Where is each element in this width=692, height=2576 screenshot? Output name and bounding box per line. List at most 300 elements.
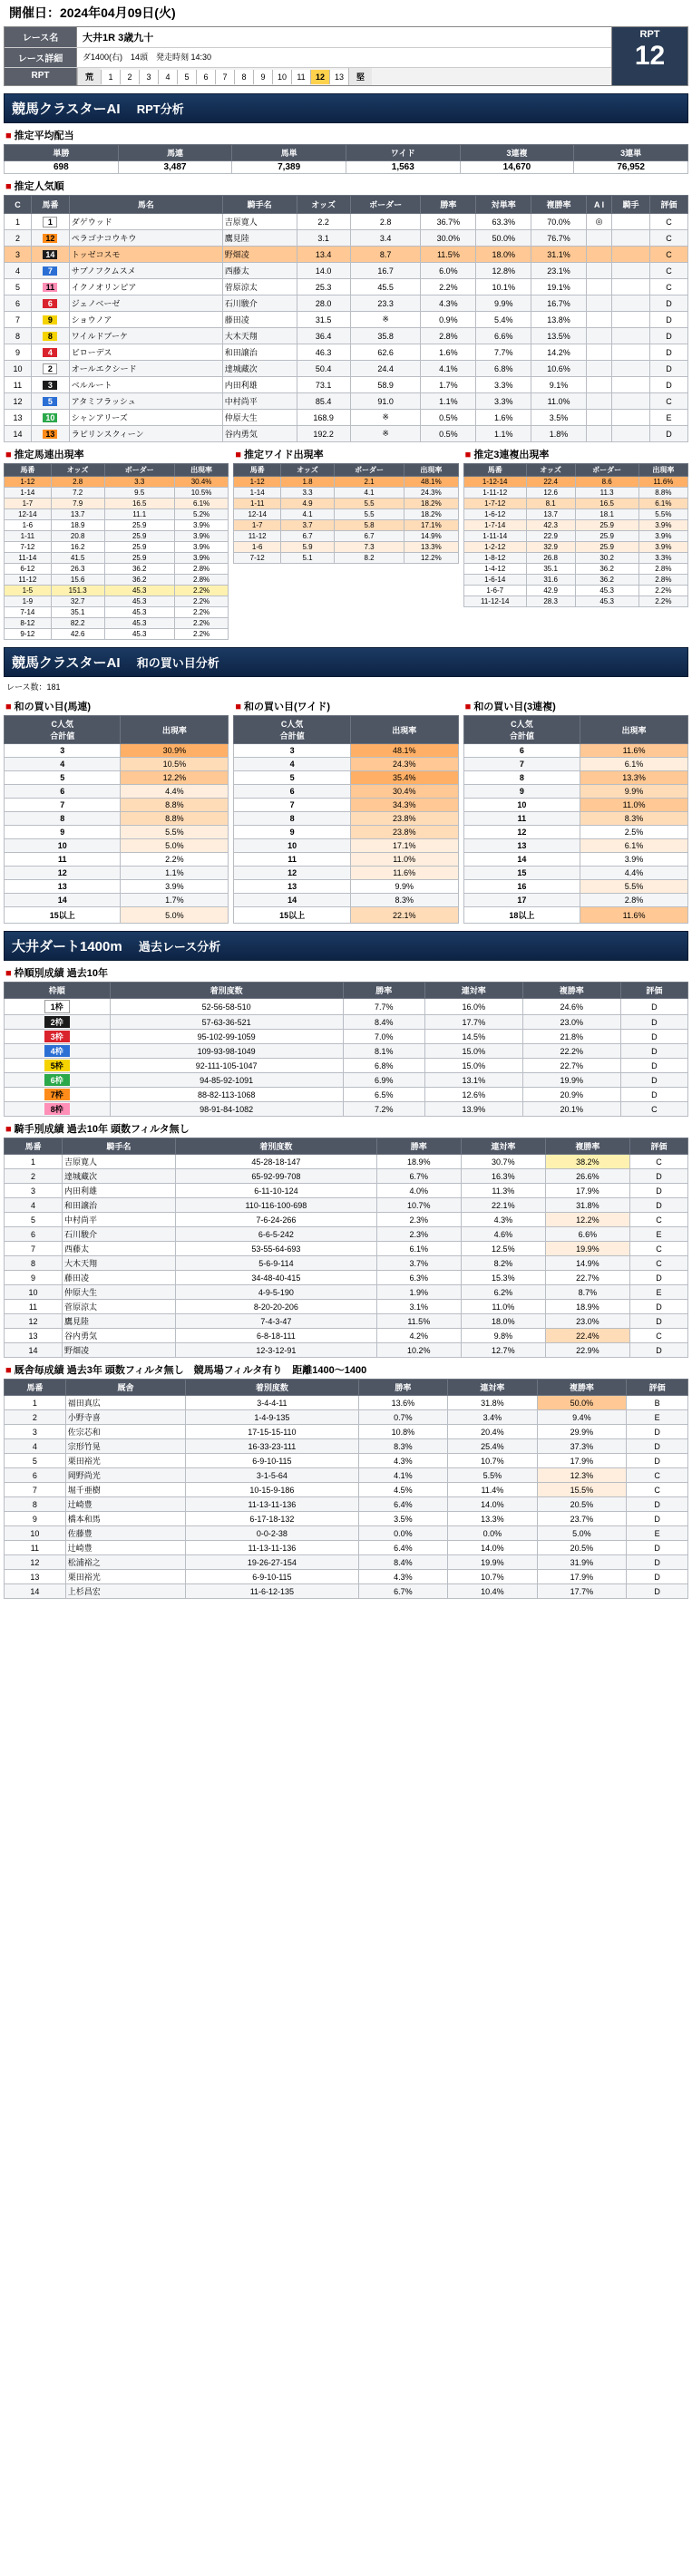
table-row[interactable] — [463, 520, 687, 531]
win-rate-cell: 6.7% — [376, 1169, 461, 1184]
table-row[interactable] — [463, 771, 687, 785]
table-row[interactable] — [5, 1213, 688, 1227]
eval-cell: C — [629, 1155, 687, 1169]
table-row[interactable] — [463, 586, 687, 596]
table-row[interactable] — [234, 853, 458, 867]
jockey-name-cell: 中村尚平 — [222, 393, 297, 410]
table-row[interactable] — [5, 488, 229, 499]
buy-key-cell: 15 — [463, 867, 580, 880]
buy-rate-cell: 10.5% — [121, 758, 229, 771]
odds-cell: 2.8 — [51, 477, 104, 488]
combo-cell: 1-11-12 — [463, 488, 526, 499]
table-row[interactable] — [234, 880, 458, 894]
race-name-label: レース名 — [5, 27, 77, 47]
frame-col-header: 枠順 — [5, 983, 111, 999]
table-row[interactable] — [5, 839, 229, 853]
table-row[interactable] — [5, 520, 229, 531]
buy-rate-cell: 12.2% — [121, 771, 229, 785]
odds-cell: 36.4 — [297, 328, 350, 344]
ren-rate-cell: 20.4% — [448, 1425, 538, 1439]
table-row[interactable] — [463, 564, 687, 575]
rate-cell: 3.9% — [174, 531, 229, 542]
buy-col-header-rate: 出現率 — [350, 716, 458, 744]
buy-rate-cell: 4.4% — [121, 785, 229, 799]
jockey-mark-cell — [612, 263, 650, 279]
table-row[interactable] — [5, 607, 229, 618]
table-row[interactable] — [5, 1541, 688, 1555]
jockey-name-cell: 谷内勇気 — [222, 426, 297, 442]
win-rate-cell: 18.9% — [376, 1155, 461, 1169]
table-row[interactable] — [463, 499, 687, 509]
frame-badge: 5枠 — [44, 1060, 70, 1071]
estimation-table-block — [463, 442, 688, 640]
combo-cell: 1-11 — [5, 531, 52, 542]
table-row[interactable] — [5, 312, 688, 328]
rpt-scale-cell[interactable]: 11 — [291, 70, 310, 84]
horse-name-cell: ベルルート — [69, 377, 222, 393]
combo-cell: 1-6 — [5, 520, 52, 531]
odds-cell: 168.9 — [297, 410, 350, 426]
table-row[interactable] — [5, 618, 229, 629]
table-row[interactable] — [234, 744, 458, 758]
table-row[interactable] — [5, 758, 229, 771]
table-row[interactable] — [5, 1198, 688, 1213]
record-cell: 98-91-84-1082 — [110, 1102, 343, 1117]
odds-cell: 3.7 — [281, 520, 335, 531]
table-row[interactable] — [5, 377, 688, 393]
race-header-left — [5, 27, 611, 85]
table-row[interactable] — [5, 1329, 688, 1343]
record-cell: 10-15-9-186 — [186, 1483, 359, 1497]
ai-mark-cell — [586, 328, 611, 344]
table-row[interactable] — [5, 1242, 688, 1256]
table-row[interactable] — [234, 839, 458, 853]
table-row[interactable] — [5, 1044, 688, 1059]
table-row[interactable] — [5, 1410, 688, 1425]
estimation-table — [463, 463, 688, 607]
border-cell: 36.2 — [104, 564, 174, 575]
table-row[interactable] — [234, 509, 458, 520]
border-cell: 25.9 — [104, 542, 174, 553]
rate-cell: 6.1% — [174, 499, 229, 509]
fuku-rate-cell: 26.6% — [545, 1169, 629, 1184]
record-cell: 16-33-23-111 — [186, 1439, 359, 1454]
table-row[interactable] — [5, 999, 688, 1015]
record-cell: 34-48-40-415 — [176, 1271, 377, 1285]
popularity-col-header: ボーダー — [350, 196, 421, 214]
rate-cell: 10.5% — [174, 488, 229, 499]
odds-cell: 4.9 — [281, 499, 335, 509]
table-row[interactable] — [234, 499, 458, 509]
horse-number-cell: 7 — [5, 1483, 66, 1497]
table-row[interactable] — [234, 542, 458, 553]
table-row[interactable] — [5, 867, 229, 880]
table-row[interactable] — [234, 488, 458, 499]
rate-cell: 18.2% — [404, 509, 459, 520]
odds-cell: 42.3 — [526, 520, 575, 531]
ren-rate-cell: 13.3% — [448, 1512, 538, 1526]
table-row[interactable] — [5, 1483, 688, 1497]
buy-key-cell: 9 — [234, 826, 350, 839]
combo-cell: 1-6-14 — [463, 575, 526, 586]
table-row[interactable] — [5, 1059, 688, 1073]
frame-badge: 1 — [43, 217, 57, 228]
table-row[interactable] — [5, 1497, 688, 1512]
table-row[interactable] — [5, 328, 688, 344]
table-row[interactable] — [234, 785, 458, 799]
fuku-rate-cell: 20.1% — [522, 1102, 620, 1117]
record-cell: 3-1-5-64 — [186, 1468, 359, 1483]
buy-table — [463, 715, 688, 924]
table-row[interactable] — [463, 785, 687, 799]
border-cell: 36.2 — [104, 575, 174, 586]
table-row[interactable] — [463, 758, 687, 771]
name-cell: 藤田凌 — [63, 1271, 176, 1285]
buy-rate-cell: 11.6% — [580, 744, 688, 758]
table-row[interactable] — [234, 812, 458, 826]
race-count: レース数：181 — [6, 683, 61, 692]
table-row[interactable] — [5, 799, 229, 812]
rpt-scale-cell[interactable]: 8 — [234, 70, 253, 84]
horse-number-cell — [31, 426, 69, 442]
table-row[interactable] — [5, 1512, 688, 1526]
table-row[interactable] — [234, 826, 458, 839]
border-cell: 3.3 — [104, 477, 174, 488]
border-cell: 3.4 — [350, 230, 421, 247]
table-row[interactable] — [5, 1169, 688, 1184]
frame-label-cell — [5, 1044, 111, 1059]
horse-number-cell: 2 — [5, 1410, 66, 1425]
ren-rate-cell: 15.3% — [461, 1271, 545, 1285]
table-row[interactable] — [5, 1555, 688, 1570]
rate-cell: 2.2% — [638, 586, 687, 596]
table-row[interactable] — [5, 1184, 688, 1198]
rpt-scale-cell[interactable]: 4 — [158, 70, 177, 84]
popularity-col-header: 馬番 — [31, 196, 69, 214]
eval-cell: D — [650, 377, 688, 393]
table-row[interactable] — [5, 1584, 688, 1599]
jockey-name-cell: 達城藏次 — [222, 361, 297, 377]
ren-rate-cell: 5.4% — [476, 312, 531, 328]
table-row[interactable] — [5, 1030, 688, 1044]
win-rate-cell: 7.2% — [343, 1102, 424, 1117]
odds-cell: 8.1 — [526, 499, 575, 509]
table-row[interactable] — [5, 812, 229, 826]
buy-key-cell: 14 — [234, 894, 350, 907]
table-row[interactable] — [5, 247, 688, 263]
table-row[interactable] — [5, 744, 229, 758]
border-cell: 45.5 — [350, 279, 421, 295]
table-row[interactable] — [234, 758, 458, 771]
table-row[interactable] — [234, 799, 458, 812]
estimation-table — [4, 463, 229, 640]
table-row[interactable] — [5, 880, 229, 894]
ren-rate-cell: 19.9% — [448, 1555, 538, 1570]
border-cell: 5.5 — [335, 509, 404, 520]
table-row[interactable] — [5, 1102, 688, 1117]
border-cell: 62.6 — [350, 344, 421, 361]
table-row[interactable] — [5, 1227, 688, 1242]
table-row[interactable] — [5, 596, 229, 607]
rpt-scale-cell[interactable]: 10 — [272, 70, 291, 84]
buy-col-header-line1: C人気 — [51, 720, 73, 729]
table-row[interactable] — [5, 1155, 688, 1169]
frame-badge: 3枠 — [44, 1031, 70, 1042]
table-row[interactable] — [5, 1256, 688, 1271]
estimation-col-header: 出現率 — [638, 464, 687, 477]
table-row[interactable] — [5, 344, 688, 361]
rpt-scale-cell[interactable]: 12 — [310, 70, 329, 84]
table-row[interactable] — [5, 894, 229, 907]
table-row[interactable] — [5, 1088, 688, 1102]
eval-cell: D — [650, 328, 688, 344]
frame-stats-table — [4, 982, 688, 1117]
horse-number-cell: 3 — [5, 1184, 63, 1198]
table-row[interactable] — [5, 1526, 688, 1541]
ren-rate-cell: 25.4% — [448, 1439, 538, 1454]
table-row[interactable] — [463, 596, 687, 607]
table-row[interactable] — [5, 1468, 688, 1483]
odds-cell: 2.2 — [297, 214, 350, 230]
payout-col-header: 3連単 — [574, 145, 688, 161]
table-row[interactable] — [5, 361, 688, 377]
jockey-name-cell: 大木天翔 — [222, 328, 297, 344]
payout-col-header: ワイド — [346, 145, 460, 161]
rpt-scale-cell[interactable]: 2 — [120, 70, 139, 84]
table-row[interactable] — [5, 853, 229, 867]
ai-mark-cell — [586, 230, 611, 247]
frame-label-cell — [5, 1073, 111, 1088]
table-row[interactable] — [5, 214, 688, 230]
table-row[interactable] — [5, 295, 688, 312]
horse-number-cell: 13 — [5, 1329, 63, 1343]
table-row[interactable] — [234, 531, 458, 542]
table-row[interactable] — [234, 477, 458, 488]
table-row[interactable] — [5, 564, 229, 575]
table-row[interactable] — [463, 799, 687, 812]
horse-number-cell — [31, 247, 69, 263]
border-cell: 4.1 — [335, 488, 404, 499]
combo-cell: 1-9 — [5, 596, 52, 607]
odds-cell: 35.1 — [51, 607, 104, 618]
rank-cell: 1 — [5, 214, 32, 230]
table-row[interactable] — [5, 477, 229, 488]
name-cell: 西藤太 — [63, 1242, 176, 1256]
table-row[interactable] — [5, 553, 229, 564]
buy-rate-cell: 11.6% — [580, 907, 688, 924]
name-cell: 橋本和馬 — [65, 1512, 185, 1526]
eval-cell: D — [627, 1555, 688, 1570]
table-row[interactable] — [5, 531, 229, 542]
buy-rate-cell: 1.1% — [121, 867, 229, 880]
horse-number-cell: 1 — [5, 1155, 63, 1169]
table-row[interactable] — [234, 867, 458, 880]
eval-cell: E — [629, 1227, 687, 1242]
win-rate-cell: 1.1% — [421, 393, 476, 410]
rpt-scale-cell[interactable]: 7 — [215, 70, 234, 84]
name-cell: 小野寺喜 — [65, 1410, 185, 1425]
table-row[interactable] — [5, 509, 229, 520]
table-row[interactable] — [5, 542, 229, 553]
buy-key-cell: 3 — [234, 744, 350, 758]
eval-cell: E — [627, 1410, 688, 1425]
table-row[interactable] — [463, 853, 687, 867]
table-row[interactable] — [5, 1425, 688, 1439]
table-row[interactable] — [5, 1015, 688, 1030]
table-row[interactable] — [234, 894, 458, 907]
win-rate-cell: 0.5% — [421, 426, 476, 442]
ren-rate-cell: 11.4% — [448, 1483, 538, 1497]
rate-cell: 11.6% — [638, 477, 687, 488]
jockey-mark-cell — [612, 247, 650, 263]
table-row[interactable] — [463, 553, 687, 564]
table-row[interactable] — [234, 771, 458, 785]
table-row[interactable] — [463, 477, 687, 488]
rpt-scale-cell[interactable]: 1 — [101, 70, 120, 84]
jockey-stats-header-row — [5, 1138, 688, 1155]
table-row[interactable] — [5, 230, 688, 247]
fuku-rate-cell: 11.0% — [531, 393, 587, 410]
buy-header-row — [234, 716, 458, 744]
table-row[interactable] — [5, 393, 688, 410]
ren-rate-cell: 1.1% — [476, 426, 531, 442]
ren-rate-cell: 11.3% — [461, 1184, 545, 1198]
rank-cell: 6 — [5, 295, 32, 312]
win-rate-cell: 6.4% — [358, 1497, 448, 1512]
table-row[interactable] — [463, 744, 687, 758]
buy-key-cell: 12 — [234, 867, 350, 880]
rpt-scale-cell[interactable]: 6 — [196, 70, 215, 84]
record-cell: 3-4-4-11 — [186, 1396, 359, 1410]
table-row[interactable] — [463, 812, 687, 826]
table-row[interactable] — [5, 785, 229, 799]
table-row[interactable] — [234, 520, 458, 531]
horse-number-cell — [31, 344, 69, 361]
ren-rate-cell: 6.8% — [476, 361, 531, 377]
win-rate-cell: 0.7% — [358, 1410, 448, 1425]
buy-header-row — [5, 716, 229, 744]
rpt-scale-cell[interactable]: 3 — [139, 70, 158, 84]
rank-cell: 2 — [5, 230, 32, 247]
name-cell: 上杉昌宏 — [65, 1584, 185, 1599]
table-row[interactable] — [5, 499, 229, 509]
table-row[interactable] — [5, 279, 688, 295]
win-rate-cell: 6.8% — [343, 1059, 424, 1073]
table-row[interactable] — [463, 880, 687, 894]
table-row[interactable] — [463, 839, 687, 853]
table-row[interactable] — [5, 1285, 688, 1300]
table-row[interactable] — [5, 1396, 688, 1410]
buy-key-cell: 12 — [5, 867, 121, 880]
table-row[interactable] — [5, 1271, 688, 1285]
buy-rate-cell: 5.5% — [121, 826, 229, 839]
table-row[interactable] — [5, 907, 229, 924]
border-cell: 45.3 — [104, 618, 174, 629]
table-row[interactable] — [463, 575, 687, 586]
jockey-stats-heading: ■ 騎手別成績 過去10年 頭数フィルタ無し — [5, 1121, 688, 1136]
table-row[interactable] — [463, 488, 687, 499]
table-row[interactable] — [5, 1300, 688, 1314]
win-rate-cell: 0.9% — [421, 312, 476, 328]
table-row[interactable] — [5, 1314, 688, 1329]
table-row[interactable] — [5, 629, 229, 640]
table-row[interactable] — [463, 907, 687, 924]
table-row[interactable] — [463, 867, 687, 880]
table-row[interactable] — [5, 1343, 688, 1358]
payout-value-row — [5, 161, 688, 174]
frame-label-cell — [5, 1030, 111, 1044]
ren-rate-cell: 14.0% — [448, 1497, 538, 1512]
record-cell: 110-116-100-698 — [176, 1198, 377, 1213]
buy-rate-cell: 3.9% — [121, 880, 229, 894]
table-row[interactable] — [5, 586, 229, 596]
table-row[interactable] — [463, 894, 687, 907]
table-row[interactable] — [463, 826, 687, 839]
table-row[interactable] — [463, 542, 687, 553]
odds-cell: 18.9 — [51, 520, 104, 531]
table-row[interactable] — [5, 826, 229, 839]
win-rate-cell: 4.3% — [421, 295, 476, 312]
rank-cell: 13 — [5, 410, 32, 426]
eval-cell: C — [650, 263, 688, 279]
table-row[interactable] — [5, 426, 688, 442]
ren-rate-cell: 6.2% — [461, 1285, 545, 1300]
buy-col-header-line2: 合計値 — [509, 731, 534, 741]
horse-number-cell — [31, 263, 69, 279]
border-cell: 11.1 — [104, 509, 174, 520]
win-rate-cell: 10.7% — [376, 1198, 461, 1213]
table-row[interactable] — [5, 1439, 688, 1454]
sire-stats-header-row — [5, 1380, 688, 1396]
record-cell: 6-9-10-115 — [186, 1570, 359, 1584]
rate-cell: 8.8% — [638, 488, 687, 499]
table-row[interactable] — [463, 531, 687, 542]
table-row[interactable] — [5, 1570, 688, 1584]
table-row[interactable] — [5, 263, 688, 279]
horse-name-cell: ペラゴナコウキウ — [69, 230, 222, 247]
rate-cell: 30.4% — [174, 477, 229, 488]
ren-rate-cell: 8.2% — [461, 1256, 545, 1271]
combo-cell: 1-14 — [234, 488, 281, 499]
record-cell: 0-0-2-38 — [186, 1526, 359, 1541]
rpt-scale-cell[interactable]: 9 — [253, 70, 272, 84]
table-row[interactable] — [5, 1073, 688, 1088]
buy-rate-cell: 9.9% — [350, 880, 458, 894]
table-row[interactable] — [463, 509, 687, 520]
name-cell: 辻崎豊 — [65, 1541, 185, 1555]
horse-name-cell: サブノフクムスメ — [69, 263, 222, 279]
odds-cell: 26.3 — [51, 564, 104, 575]
record-cell: 57-63-36-521 — [110, 1015, 343, 1030]
buy-key-cell: 13 — [5, 880, 121, 894]
table-row[interactable] — [5, 771, 229, 785]
payout-heading: ■ 推定平均配当 — [5, 128, 688, 142]
table-row[interactable] — [5, 575, 229, 586]
win-rate-cell: 10.8% — [358, 1425, 448, 1439]
rpt-scale-cell[interactable]: 5 — [177, 70, 196, 84]
buy-rate-cell: 9.9% — [580, 785, 688, 799]
fuku-rate-cell: 76.7% — [531, 230, 587, 247]
table-row[interactable] — [5, 1454, 688, 1468]
combo-cell: 11-14 — [5, 553, 52, 564]
horse-number-cell: 10 — [5, 1285, 63, 1300]
table-row[interactable] — [5, 410, 688, 426]
table-row[interactable] — [234, 553, 458, 564]
rpt-scale-cell[interactable]: 13 — [329, 70, 348, 84]
name-cell: 堀千亜樹 — [65, 1483, 185, 1497]
horse-number-cell: 1 — [5, 1396, 66, 1410]
table-row[interactable] — [234, 907, 458, 924]
